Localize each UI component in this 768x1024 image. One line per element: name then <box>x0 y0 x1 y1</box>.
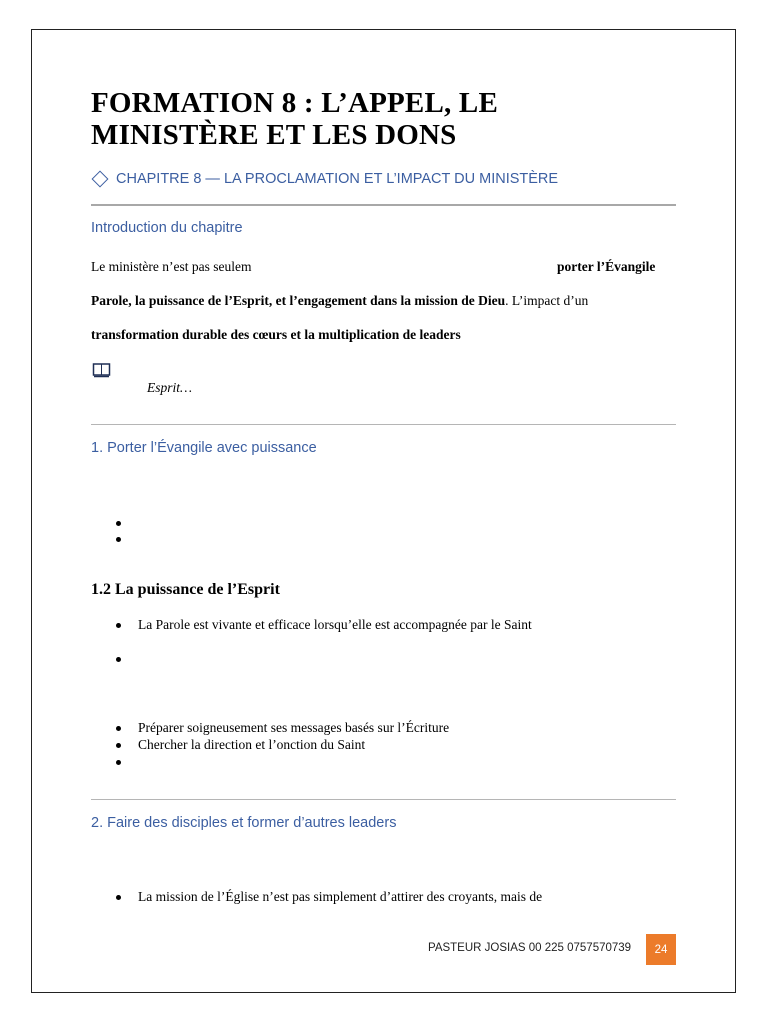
title-line-2: MINISTÈRE ET LES DONS <box>91 119 457 151</box>
section-2-heading: 2. Faire des disciples et former d’autres leaders <box>91 815 397 831</box>
intro-line-2 <box>91 293 588 309</box>
list-item <box>138 737 365 753</box>
bullet-dot <box>116 623 121 628</box>
diamond-outline-icon <box>92 171 109 188</box>
list-item <box>138 720 449 736</box>
bullet-dot <box>116 537 121 542</box>
list-item-text: Chercher la direction et l’onction du Saint <box>138 737 366 752</box>
bullet-dot <box>116 521 121 526</box>
bullet-dot <box>116 657 121 662</box>
intro-line-1-right: porter l’Évangile <box>557 259 656 274</box>
divider <box>91 424 676 425</box>
open-book-icon <box>92 362 112 383</box>
list-item-text: La Parole est vivante et efficace lorsqu’elle est accompagnée par le Saint <box>138 617 532 632</box>
bullet-dot <box>116 760 121 765</box>
list-item <box>138 889 542 905</box>
intro-line-2-bold: Parole, la puissance de l’Esprit, et l’engagement dans la mission de Dieu <box>91 293 506 308</box>
intro-line-1-left: Le ministère n’est pas seulem <box>91 259 252 274</box>
list-item <box>138 617 532 633</box>
section-1-heading: 1. Porter l’Évangile avec puissance <box>91 440 317 456</box>
intro-quote-fragment: Esprit… <box>147 380 193 395</box>
bullet-dot <box>116 743 121 748</box>
divider <box>91 799 676 800</box>
intro-heading: Introduction du chapitre <box>91 220 243 236</box>
footer-author: PASTEUR JOSIAS 00 225 0757570739 <box>428 942 632 954</box>
section-1-2-heading: 1.2 La puissance de l’Esprit <box>91 581 280 598</box>
list-item-text: Préparer soigneusement ses messages basés sur l’Écriture <box>138 720 450 735</box>
intro-line-2-rest: . L’impact d’un <box>505 293 589 308</box>
list-item-text: La mission de l’Église n’est pas simplement d’attirer des croyants, mais de <box>138 889 543 904</box>
page-number-badge <box>646 934 676 965</box>
chapter-heading <box>91 171 558 187</box>
bullet-dot <box>116 726 121 731</box>
title-line-1: FORMATION 8 : L’APPEL, LE <box>91 87 498 119</box>
document-title <box>91 87 651 151</box>
divider <box>91 204 676 206</box>
chapter-label: CHAPITRE 8 — LA PROCLAMATION ET L’IMPACT DU MINISTÈRE <box>116 171 559 187</box>
page-number: 24 <box>654 943 668 956</box>
intro-line-3: transformation durable des cœurs et la multiplication de leaders <box>91 327 461 342</box>
bullet-dot <box>116 895 121 900</box>
